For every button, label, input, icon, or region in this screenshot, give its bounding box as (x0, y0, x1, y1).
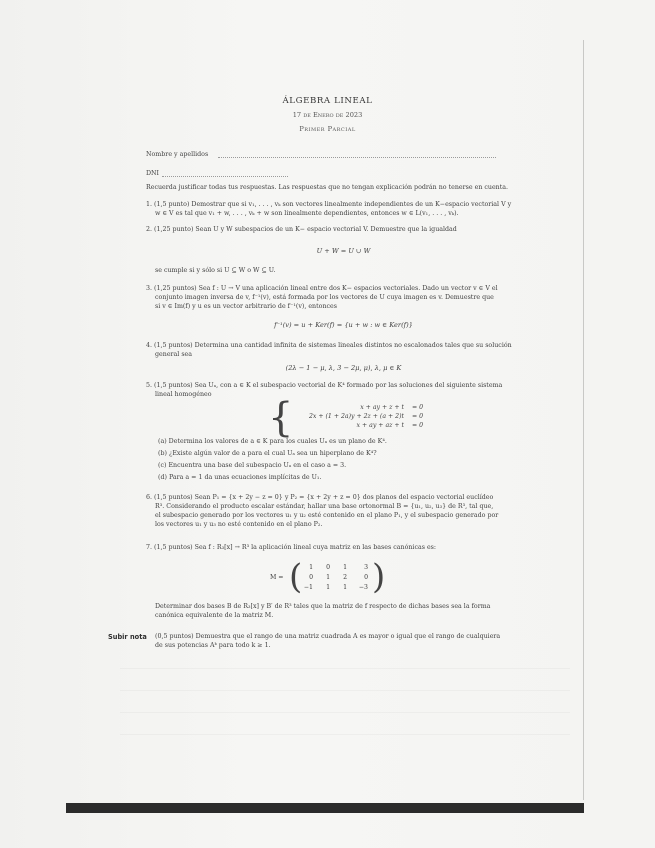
question-2-after: se cumple si y sólo si U ⊆ W o W ⊆ U. (155, 267, 276, 274)
question-6-line-1: 6. (1,5 puntos) Sean P₁ = {x + 2y − z = 0} y P₂ = {x + 2y + z = 0} dos planos del espacio vectorial euclídeo (146, 494, 494, 501)
matrix-cell: −1 (303, 584, 313, 591)
name-label: Nombre y apellidos (146, 151, 209, 158)
matrix-cell: 2 (343, 574, 347, 581)
name-field[interactable] (218, 151, 496, 158)
question-5-item-d: (d) Para a = 1 da unas ecuaciones implícitas de U₁. (158, 474, 322, 481)
matrix-cell: 1 (343, 564, 347, 571)
system-row-3-lhs: x + ay + az + t (356, 422, 404, 429)
question-7-after-2: canónica equivalente de la matriz M. (155, 612, 274, 619)
question-3-line-3: si v ∈ Im(f) y u es un vector arbitrario de f⁻¹(v), entonces (155, 303, 337, 310)
instructions: Recuerda justificar todas tus respuestas. Las respuestas que no tengan explicación podrán no tenerse en cuenta. (146, 184, 509, 191)
matrix-cell: 1 (343, 584, 347, 591)
page-edge (583, 40, 584, 800)
matrix-right-paren: ) (372, 557, 386, 597)
scan-artifact (120, 690, 570, 691)
question-4-line-2: general sea (155, 351, 193, 358)
matrix-cell: −3 (358, 584, 368, 591)
question-5-item-b: (b) ¿Existe algún valor de a para el cual Uₐ sea un hiperplano de K⁴? (158, 450, 377, 457)
exam-title: ÁLGEBRA LINEAL (282, 96, 373, 106)
bonus-label: Subir nota (108, 633, 147, 641)
dni-field[interactable] (162, 170, 288, 177)
matrix-cell: 1 (326, 574, 330, 581)
question-7-line-1: 7. (1,5 puntos) Sea f : R₃[x] → R³ la aplicación lineal cuya matriz en las bases canónicas es: (146, 544, 437, 551)
dni-label: DNI (146, 170, 160, 177)
question-6-line-4: los vectores u₁ y u₃ no esté contenido en el plano P₂. (155, 521, 323, 528)
question-4-line-1: 4. (1,5 puntos) Determina una cantidad infinita de sistemas lineales distintos no escalonados tales que su solución (146, 342, 512, 349)
matrix-cell: 1 (326, 584, 330, 591)
system-row-2-lhs: 2x + (1 + 2a)y + 2z + (a + 2)t (308, 413, 404, 420)
matrix-left-paren: ( (289, 557, 303, 597)
question-4-equation: (2λ − 1 − μ, λ, 3 − 2μ, μ), λ, μ ∈ K (285, 364, 402, 372)
scan-artifact (120, 712, 570, 713)
question-1-line-2: w ∈ V es tal que v₁ + w, . . . , vₖ + w son linealmente dependientes, entonces w ∈ L(v₁, . . . , vₖ). (155, 210, 459, 217)
question-2-line-1: 2. (1,25 punto) Sean U y W subespacios de un K− espacio vectorial V. Demuestre que la igualdad (146, 226, 457, 233)
question-6-line-3: el subespacio generado por los vectores u₁ y u₂ esté contenido en el plano P₁, y el subespacio generado por (155, 512, 499, 519)
matrix-cell: 1 (309, 564, 313, 571)
exam-date: 17 de Enero de 2023 (292, 111, 363, 119)
question-5-item-c: (c) Encuentra una base del subespacio Uₐ en el caso a = 3. (158, 462, 347, 469)
system-row-2-rhs: = 0 (412, 413, 424, 420)
question-5-line-1: 5. (1,5 puntos) Sea Uₐ, con a ∈ K el subespacio vectorial de K⁴ formado por las soluciones del siguiente sistema (146, 382, 503, 389)
bonus-line-2: de sus potencias Aᵏ para todo k ≥ 1. (155, 642, 271, 649)
system-row-1-rhs: = 0 (412, 404, 424, 411)
exam-name: Primer Parcial (299, 125, 356, 133)
bonus-line-1: (0,5 puntos) Demuestra que el rango de una matriz cuadrada A es mayor o igual que el rango de cualquiera (155, 633, 501, 640)
question-5-item-a: (a) Determina los valores de a ∈ K para los cuales Uₐ es un plano de K⁴. (158, 438, 387, 445)
matrix-cell: 0 (326, 564, 330, 571)
matrix-label: M = (270, 574, 284, 581)
question-7-after-1: Determinar dos bases B de R₃[x] y B′ de R³ tales que la matriz de f respecto de dichas bases sea la forma (155, 603, 491, 610)
scan-artifact (120, 734, 570, 735)
matrix-cell: 0 (309, 574, 313, 581)
system-brace: { (268, 395, 294, 441)
question-1-line-1: 1. (1,5 punto) Demostrar que si v₁, . . . , vₖ son vectores linealmente independientes de un K−espacio vectorial V y (146, 201, 512, 208)
scan-artifact (120, 668, 570, 669)
question-6-line-2: R³. Considerando el producto escalar estándar, hallar una base ortonormal B = {u₁, u₂, u₃} de R³, tal que, (155, 503, 494, 510)
scan-bottom-edge (66, 803, 584, 813)
matrix-cell: 3 (364, 564, 368, 571)
question-2-equation: U + W = U ∪ W (316, 247, 371, 255)
question-3-line-1: 3. (1,25 puntos) Sea f : U → V una aplicación lineal entre dos K− espacios vectoriales. Dado un vector v ∈ V el (146, 285, 498, 292)
question-3-equation: f⁻¹(v) = u + Ker(f) = {u + w : w ∈ Ker(f)} (274, 321, 413, 329)
system-row-3-rhs: = 0 (412, 422, 424, 429)
question-3-line-2: conjunto imagen inversa de v, f⁻¹(v), está formada por los vectores de U cuya imagen es v. Demuestre que (155, 294, 494, 301)
matrix-cell: 0 (364, 574, 368, 581)
system-row-1-lhs: x + ay + z + t (360, 404, 404, 411)
question-5-line-2: lineal homogéneo (155, 391, 212, 398)
